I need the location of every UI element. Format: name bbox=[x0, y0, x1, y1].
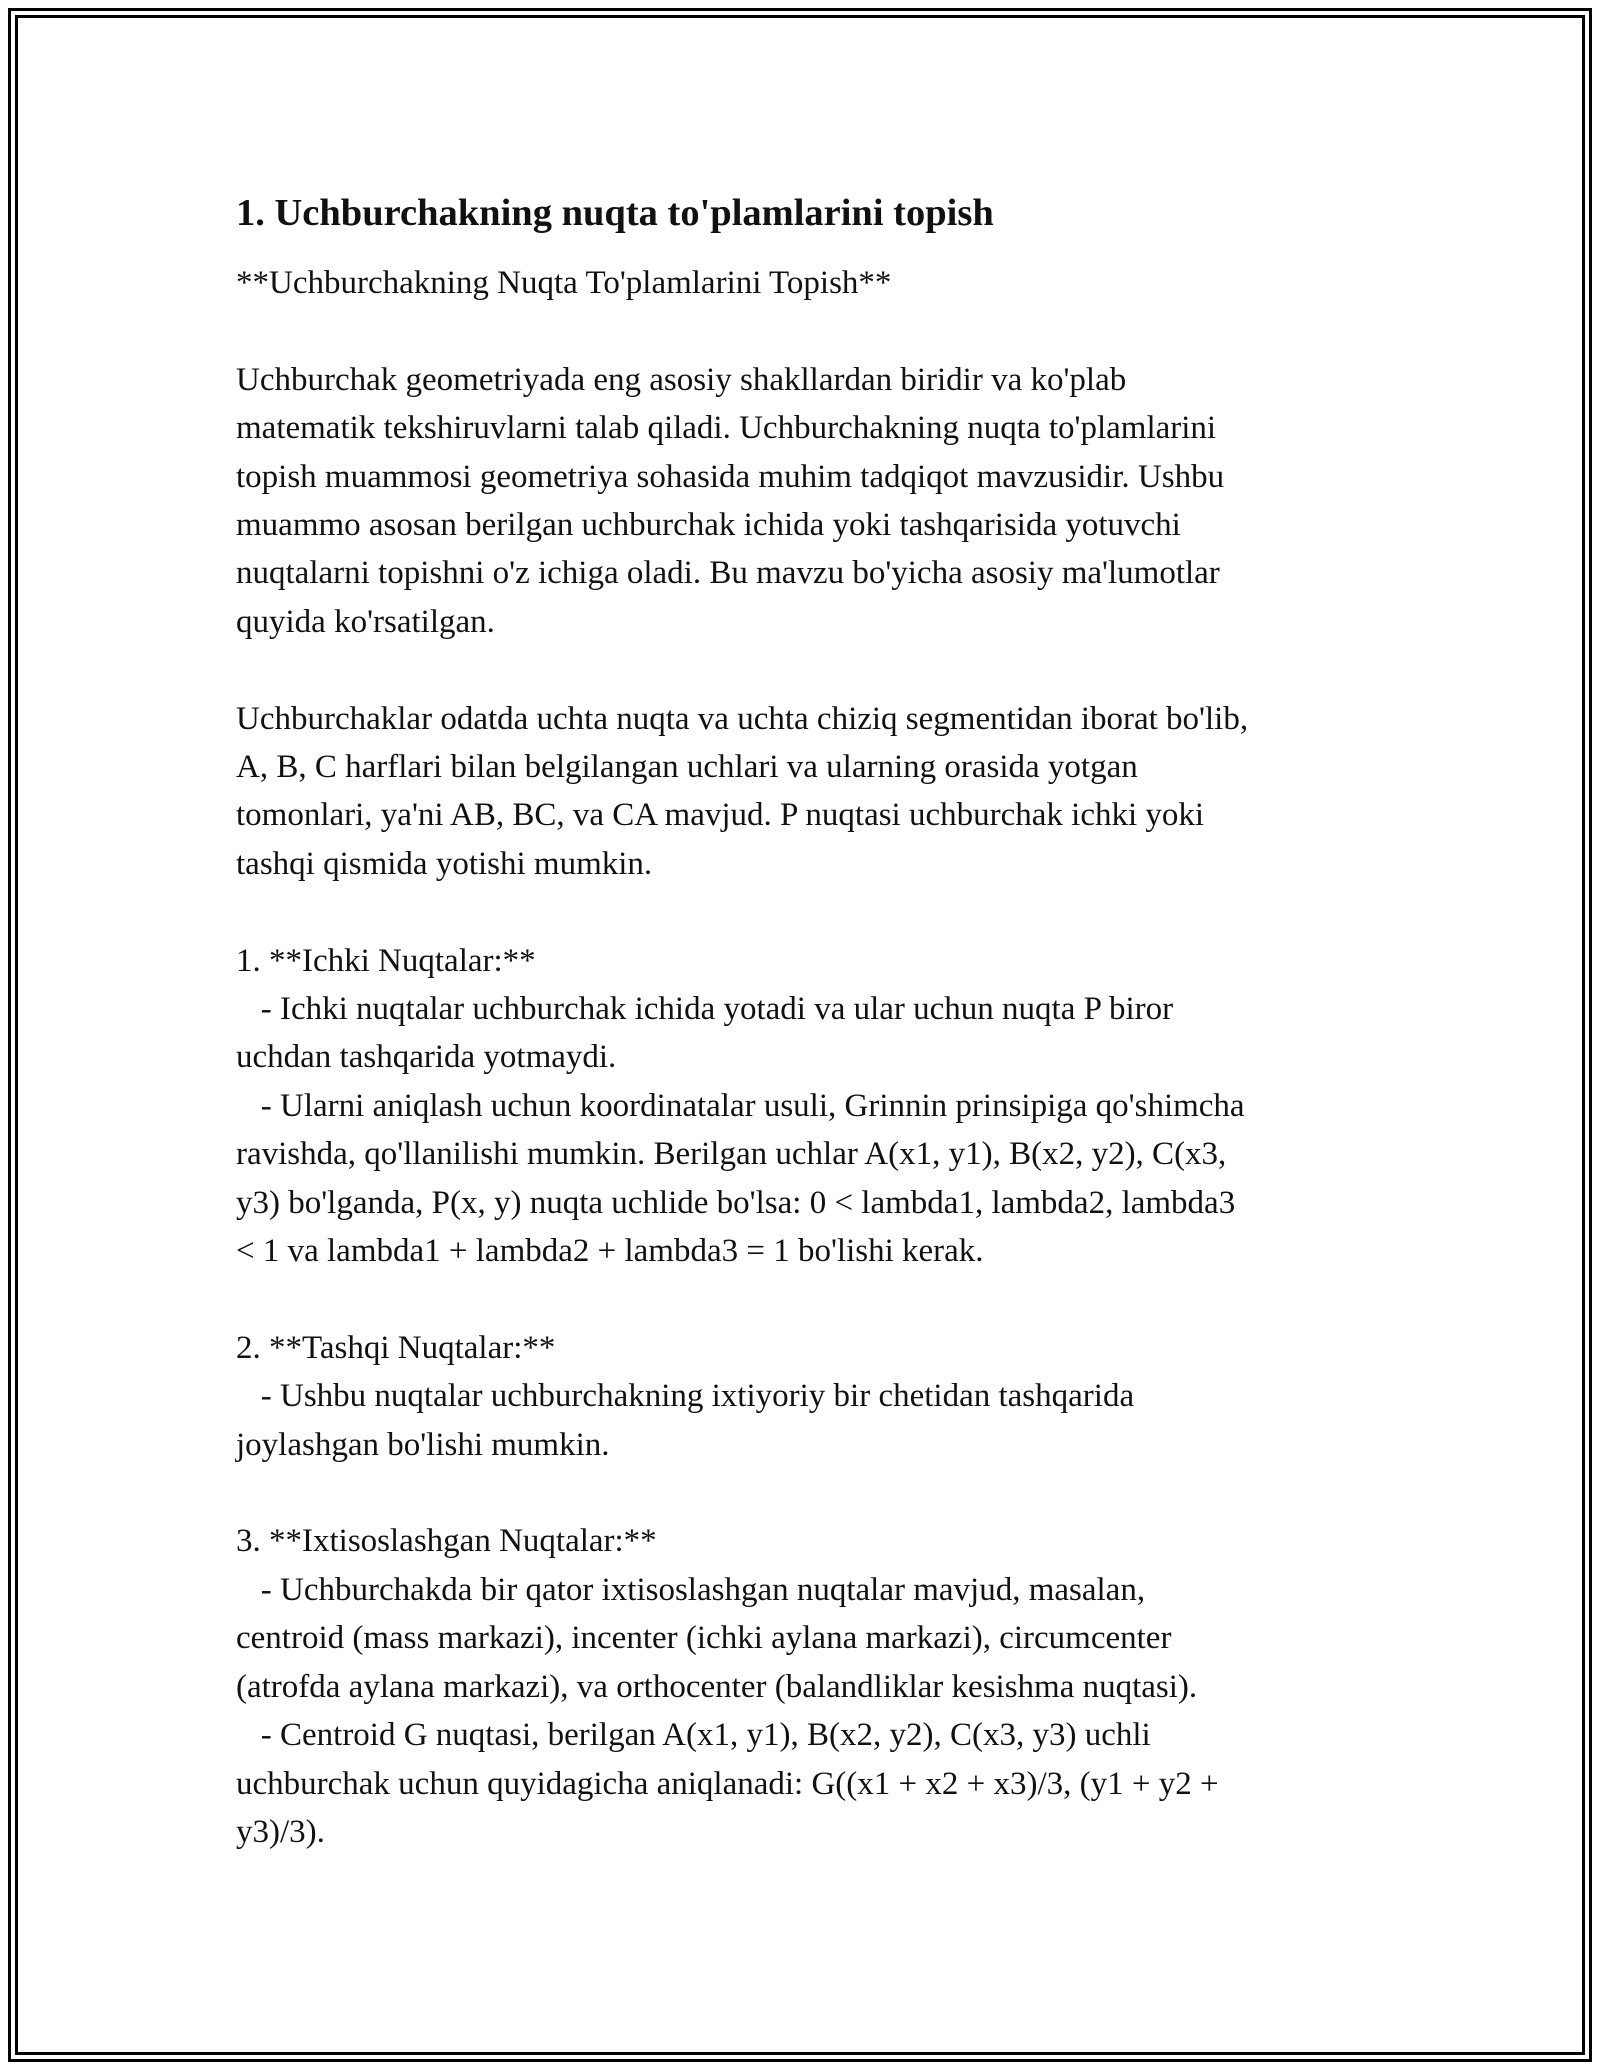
text-line bbox=[236, 1469, 1376, 1517]
text-line: muammo asosan berilgan uchburchak ichida yoki tashqarisida yotuvchi bbox=[236, 507, 1181, 544]
text-line: < 1 va lambda1 + lambda2 + lambda3 = 1 bo'lishi kerak. bbox=[236, 1233, 984, 1270]
text-line: nuqtalarni topishni o'z ichiga oladi. Bu mavzu bo'yicha asosiy ma'lumotlar bbox=[236, 555, 1220, 592]
text-line: A, B, C harflari bilan belgilangan uchlari va ularning orasida yotgan bbox=[236, 749, 1138, 786]
text-line: Uchburchak geometriyada eng asosiy shakllardan biridir va ko'plab bbox=[236, 361, 1127, 398]
text-line: 1. **Ichki Nuqtalar:** bbox=[236, 942, 536, 979]
text-line: joylashgan bo'lishi mumkin. bbox=[236, 1426, 610, 1463]
text-line: **Uchburchakning Nuqta To'plamlarini Topish** bbox=[236, 265, 892, 301]
text-line: centroid (mass markazi), incenter (ichki aylana markazi), circumcenter bbox=[236, 1620, 1172, 1657]
text-line: uchburchak uchun quyidagicha aniqlanadi: G((x1 + x2 + x3)/3, (y1 + y2 + bbox=[236, 1765, 1219, 1802]
text-line: y3) bo'lganda, P(x, y) nuqta uchlide bo'lsa: 0 < lambda1, lambda2, lambda3 bbox=[236, 1184, 1236, 1221]
text-line: matematik tekshiruvlarni talab qiladi. Uchburchakning nuqta to'plamlarini bbox=[236, 410, 1217, 447]
text-line: - Centroid G nuqtasi, berilgan A(x1, y1), B(x2, y2), C(x3, y3) uchli bbox=[236, 1717, 1151, 1754]
text-line: ravishda, qo'llanilishi mumkin. Berilgan uchlar A(x1, y1), B(x2, y2), C(x3, bbox=[236, 1136, 1227, 1173]
text-line: Uchburchaklar odatda uchta nuqta va uchta chiziq segmentidan iborat bo'lib, bbox=[236, 700, 1249, 737]
text-line: 3. **Ixtisoslashgan Nuqtalar:** bbox=[236, 1523, 657, 1560]
page-title: 1. Uchburchakning nuqta to'plamlarini topish bbox=[236, 192, 994, 234]
text-line: y3)/3). bbox=[236, 1813, 325, 1850]
text-line bbox=[236, 888, 1376, 936]
text-line: 2. **Tashqi Nuqtalar:** bbox=[236, 1329, 556, 1366]
text-line: - Ushbu nuqtalar uchburchakning ixtiyoriy bir chetidan tashqarida bbox=[236, 1378, 1135, 1415]
text-line: tomonlari, ya'ni AB, BC, va CA mavjud. P nuqtasi uchburchak ichki yoki bbox=[236, 797, 1205, 834]
text-line bbox=[236, 646, 1376, 694]
text-line bbox=[236, 307, 1376, 355]
text-line: quyida ko'rsatilgan. bbox=[236, 603, 495, 640]
text-line bbox=[236, 1275, 1376, 1323]
text-line: - Ichki nuqtalar uchburchak ichida yotadi va ular uchun nuqta P biror bbox=[236, 991, 1174, 1028]
text-line: uchdan tashqarida yotmaydi. bbox=[236, 1039, 617, 1076]
document-text bbox=[236, 259, 1376, 1856]
text-line: topish muammosi geometriya sohasida muhim tadqiqot mavzusidir. Ushbu bbox=[236, 458, 1225, 495]
text-line: - Uchburchakda bir qator ixtisoslashgan nuqtalar mavjud, masalan, bbox=[236, 1571, 1146, 1608]
text-line: - Ularni aniqlash uchun koordinatalar usuli, Grinnin prinsipiga qo'shimcha bbox=[236, 1087, 1245, 1124]
text-line: (atrofda aylana markazi), va orthocenter (balandliklar kesishma nuqtasi). bbox=[236, 1668, 1198, 1705]
document-body bbox=[236, 185, 1376, 1856]
text-line: tashqi qismida yotishi mumkin. bbox=[236, 845, 653, 882]
